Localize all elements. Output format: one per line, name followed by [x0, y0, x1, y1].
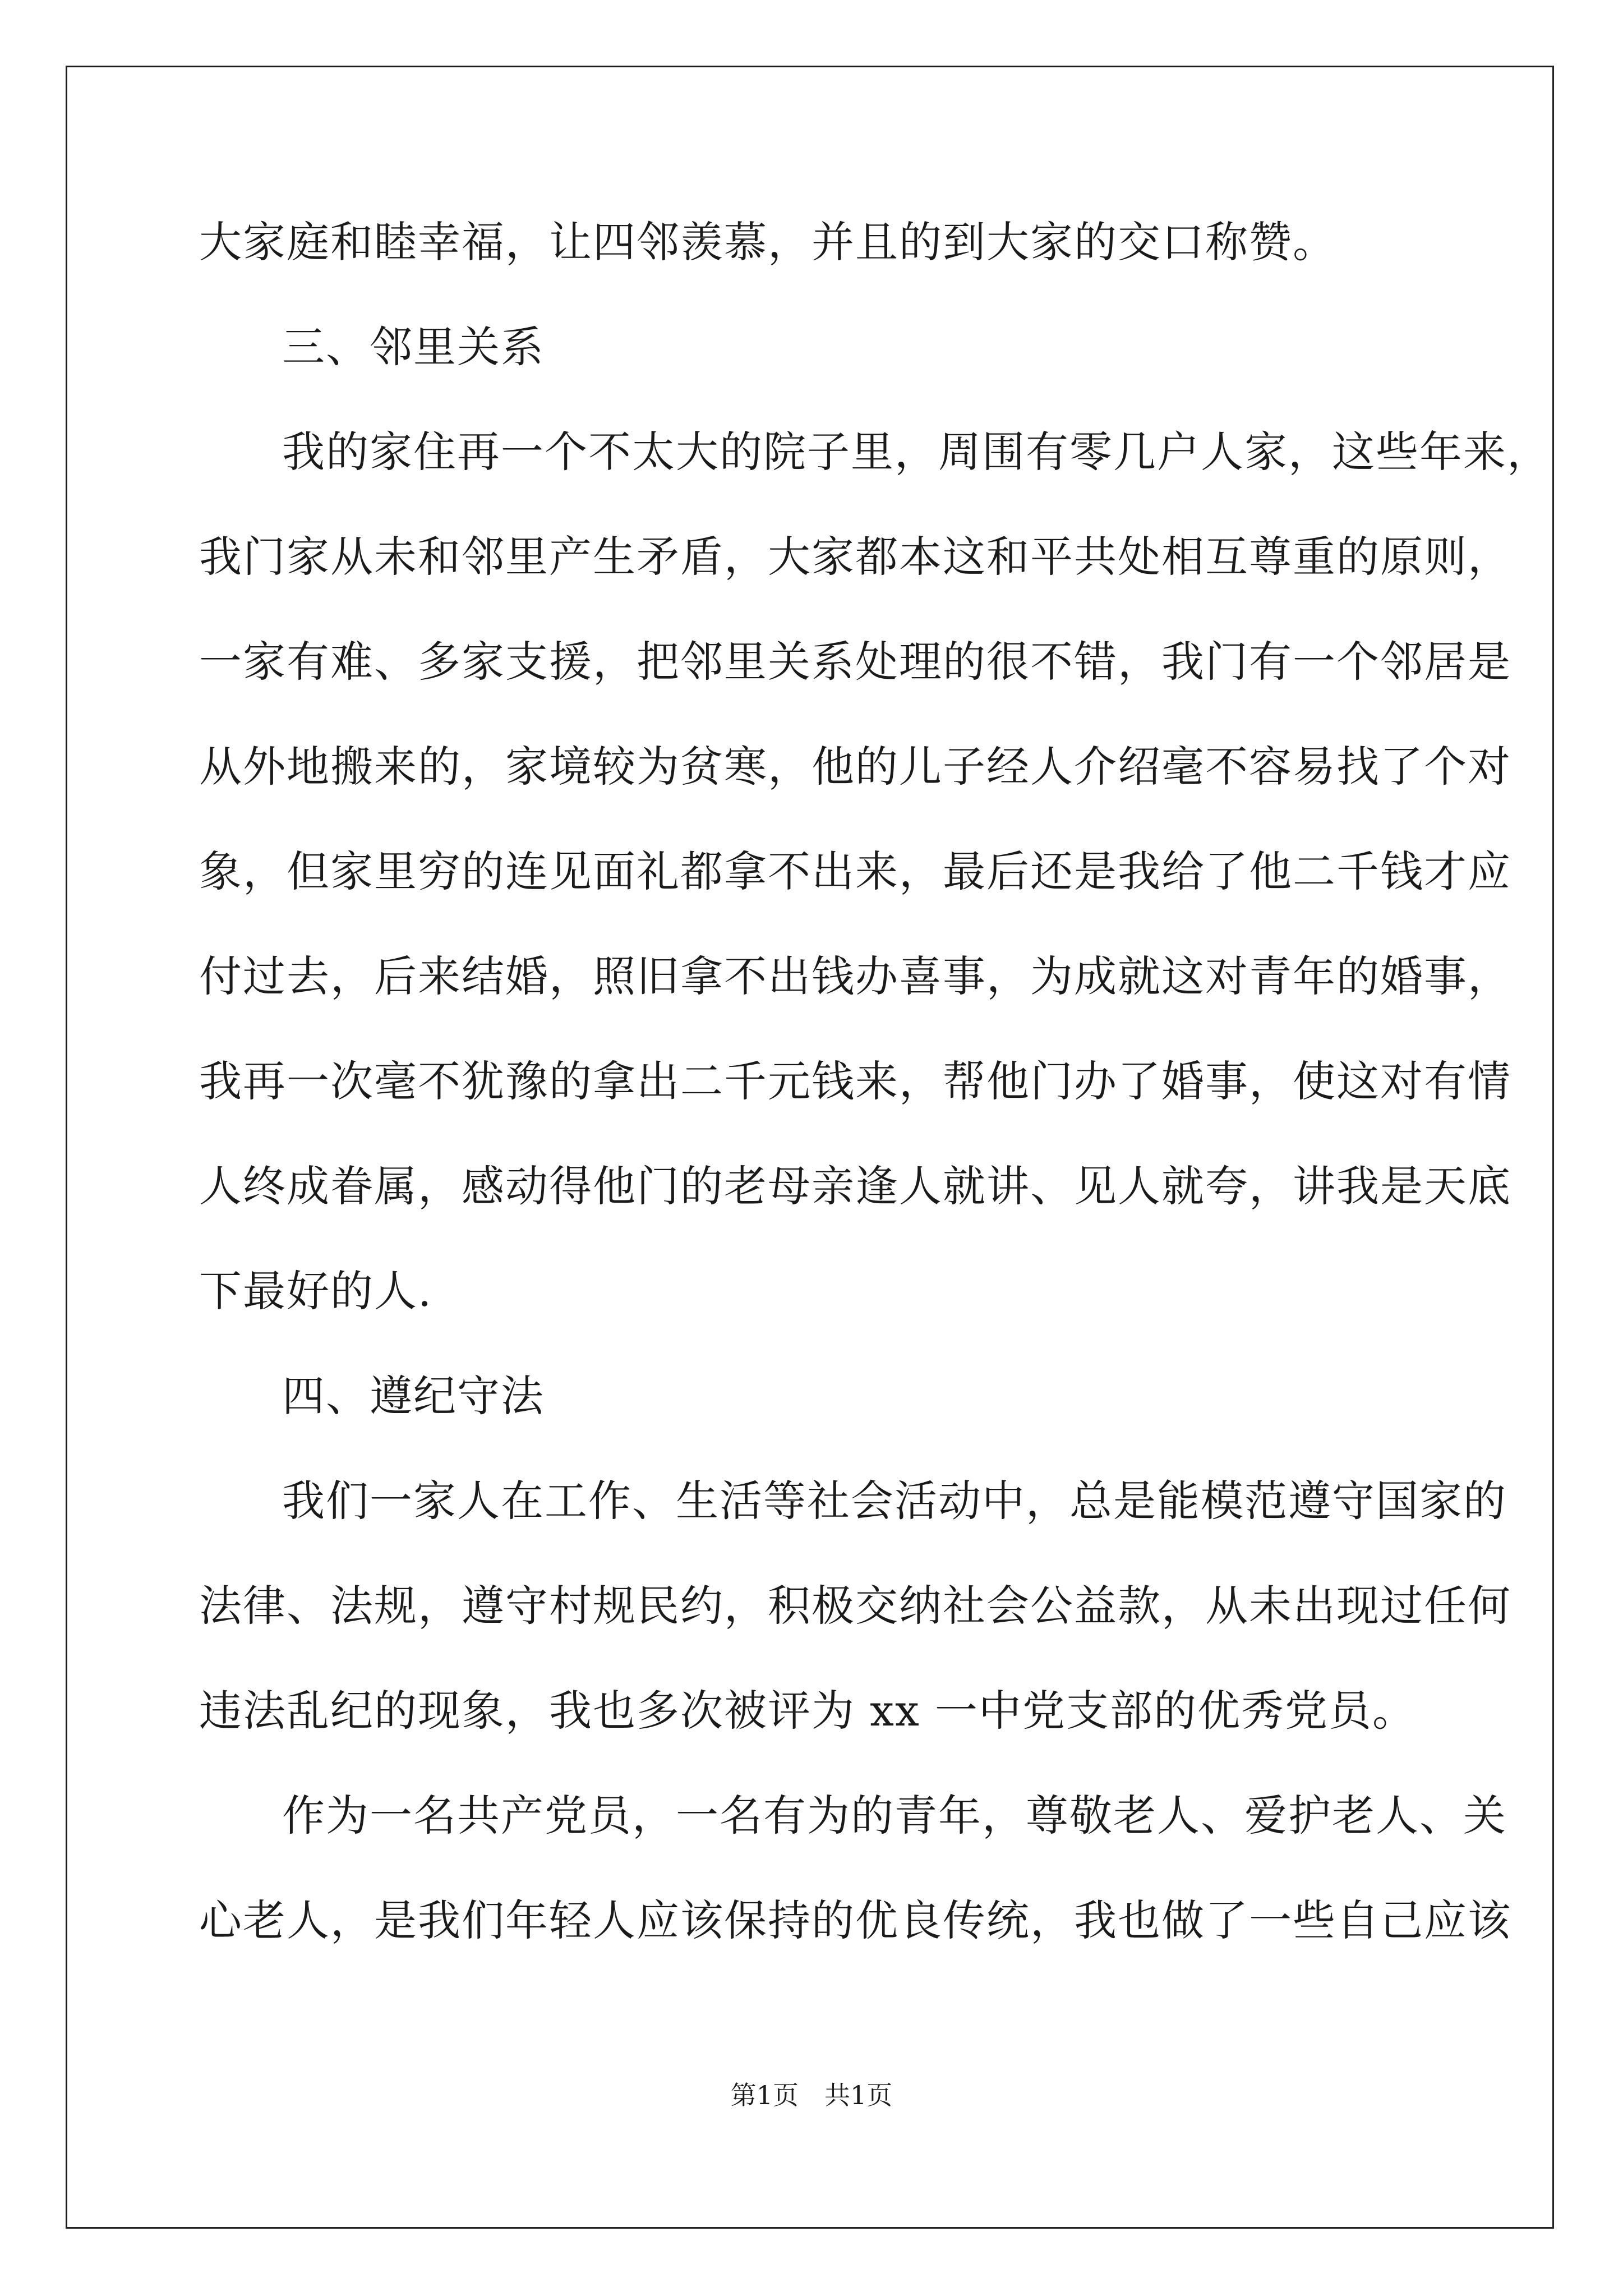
text-line: 我再一次毫不犹豫的拿出二千元钱来，帮他门办了婚事，使这对有情	[199, 1056, 1511, 1106]
text-line: 法律、法规，遵守村规民约，积极交纳社会公益款，从未出现过任何	[199, 1581, 1511, 1631]
text-line: 一家有难、多家支援，把邻里关系处理的很不错，我门有一个邻居是	[199, 637, 1511, 687]
section-heading: 四、遵纪守法	[282, 1371, 545, 1421]
text-line: 大家庭和睦幸福，让四邻羡慕，并且的到大家的交口称赞。	[199, 217, 1336, 267]
text-line: 人终成眷属，感动得他门的老母亲逢人就讲、见人就夸，讲我是天底	[199, 1161, 1511, 1211]
paragraph-first-line: 作为一名共产党员，一名有为的青年，尊敬老人、爱护老人、关	[282, 1791, 1507, 1841]
paragraph-first-line: 我的家住再一个不太大的院子里，周围有零几户人家，这些年来，	[282, 427, 1551, 477]
text-line: 心老人，是我们年轻人应该保持的优良传统，我也做了一些自己应该	[199, 1895, 1511, 1945]
text-line: 象，但家里穷的连见面礼都拿不出来，最后还是我给了他二千钱才应	[199, 846, 1511, 896]
page-footer: 第1页 共1页	[730, 2080, 893, 2110]
text-line: 付过去，后来结婚，照旧拿不出钱办喜事，为成就这对青年的婚事，	[199, 951, 1511, 1001]
text-line: 下最好的人.	[199, 1266, 433, 1316]
text-line: 违法乱纪的现象，我也多次被评为 xx 一中党支部的优秀党员。	[199, 1686, 1417, 1736]
section-heading: 三、邻里关系	[282, 322, 545, 372]
text-line: 我门家从未和邻里产生矛盾，大家都本这和平共处相互尊重的原则，	[199, 532, 1511, 582]
paragraph-first-line: 我们一家人在工作、生活等社会活动中，总是能模范遵守国家的	[282, 1476, 1507, 1526]
text-line: 从外地搬来的，家境较为贫寒，他的儿子经人介绍毫不容易找了个对	[199, 742, 1511, 792]
